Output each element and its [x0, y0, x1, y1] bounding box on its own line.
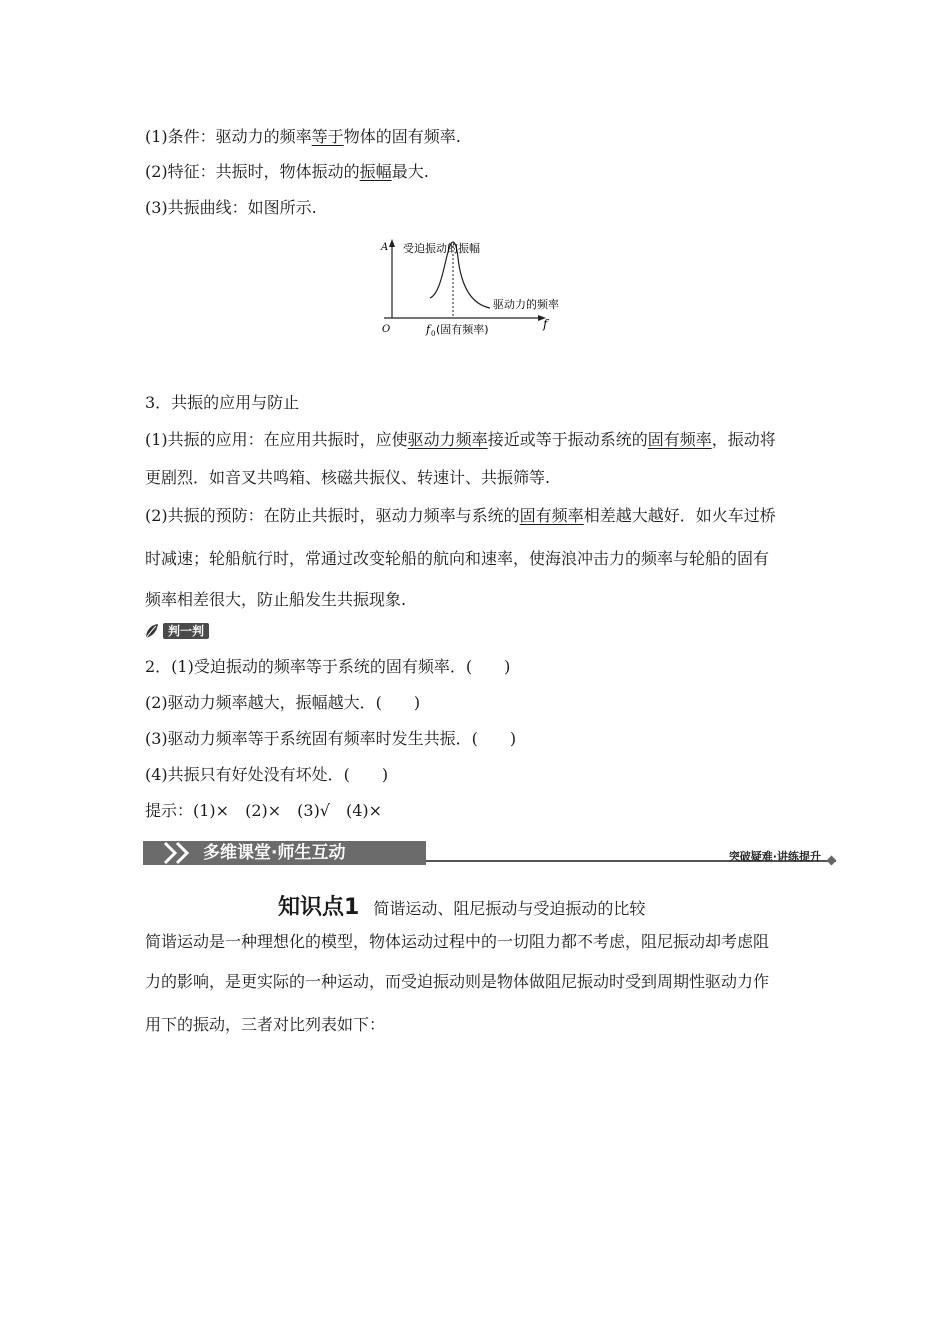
application-underlined-2: 固有频率	[647, 430, 712, 449]
application-text-mid: 接近或等于振动系统的	[487, 430, 648, 449]
condition-underlined: 等于	[311, 127, 344, 146]
double-chevron-icon	[161, 841, 201, 865]
knowledge-paragraph-line-3: 用下的振动，三者对比列表如下：	[145, 1015, 386, 1034]
leaf-icon	[143, 622, 161, 640]
feature-line	[145, 162, 429, 182]
application-text-end: ，振动将	[711, 430, 776, 449]
knowledge-paragraph-line-2: 力的影响，是更实际的一种运动，而受迫振动则是物体做阻尼振动时受到周期性驱动力作	[145, 972, 770, 991]
origin-label: O	[382, 324, 391, 335]
section-banner	[143, 838, 843, 868]
curve-line: (3)共振曲线：如图所示.	[145, 198, 317, 217]
banner-right-text: 突破疑难·讲练提升	[728, 850, 821, 863]
prevention-line-1	[145, 506, 776, 526]
prevention-line-2: 时减速；轮船航行时，常通过改变轮船的航向和速率，使海浪冲击力的频率与轮船的固有	[145, 549, 770, 568]
feature-text: (2)特征：共振时，物体振动的	[145, 162, 360, 181]
prevention-line-3: 频率相差很大，防止船发生共振现象.	[145, 590, 407, 609]
y-axis-arrow	[389, 239, 395, 247]
knowledge-title: 简谐运动、阻尼振动与受迫振动的比较	[373, 899, 646, 918]
feature-text-end: 最大.	[391, 162, 429, 181]
f0-label: f	[426, 323, 431, 336]
application-text: (1)共振的应用：在应用共振时，应使	[145, 430, 408, 449]
f0-subscript: 0	[431, 330, 436, 338]
curve-title-label: 受迫振动的振幅	[403, 242, 480, 255]
y-axis-label: A	[381, 242, 389, 253]
knowledge-paragraph-line-1: 简谐运动是一种理想化的模型，物体运动过程中的一切阻力都不考虑，阻尼振动却考虑阻	[145, 932, 770, 951]
judge-hint: 提示：(1)× (2)× (3)√ (4)×	[145, 801, 383, 820]
application-line-1	[145, 430, 776, 450]
judge-question-3: (3)驱动力频率等于系统固有频率时发生共振．( )	[145, 729, 517, 748]
feature-underlined: 振幅	[359, 162, 392, 181]
knowledge-heading	[278, 890, 645, 921]
f0-note: (固有频率)	[436, 323, 489, 336]
judge-question-2: (2)驱动力频率越大，振幅越大．( )	[145, 693, 421, 712]
knowledge-label: 知识点1	[278, 895, 360, 920]
curve-label: 驱动力的频率	[493, 298, 559, 311]
condition-line	[145, 127, 461, 147]
resonance-curve-figure	[360, 236, 590, 346]
x-axis-label: f	[543, 317, 548, 331]
banner-title: 多维课堂·师生互动	[203, 843, 346, 863]
judge-question-1: 2．(1)受迫振动的频率等于系统的固有频率．( )	[145, 657, 511, 676]
judge-tag: 判一判	[163, 623, 209, 639]
prevention-underlined: 固有频率	[519, 506, 584, 525]
condition-text-end: 物体的固有频率.	[343, 127, 461, 146]
prevention-text: (2)共振的预防：在防止共振时，驱动力频率与系统的	[145, 506, 520, 525]
diamond-icon	[827, 856, 837, 866]
judge-badge	[143, 622, 209, 640]
application-line-2: 更剧烈．如音叉共鸣箱、核磁共振仪、转速计、共振筛等.	[145, 468, 551, 487]
section3-title: 3．共振的应用与防止	[145, 393, 300, 412]
application-underlined-1: 驱动力频率	[407, 430, 488, 449]
prevention-text-end: 相差越大越好．如火车过桥	[583, 506, 776, 525]
resonance-curve-svg	[360, 236, 590, 346]
condition-text: (1)条件：驱动力的频率	[145, 127, 312, 146]
judge-question-4: (4)共振只有好处没有坏处．( )	[145, 765, 389, 784]
